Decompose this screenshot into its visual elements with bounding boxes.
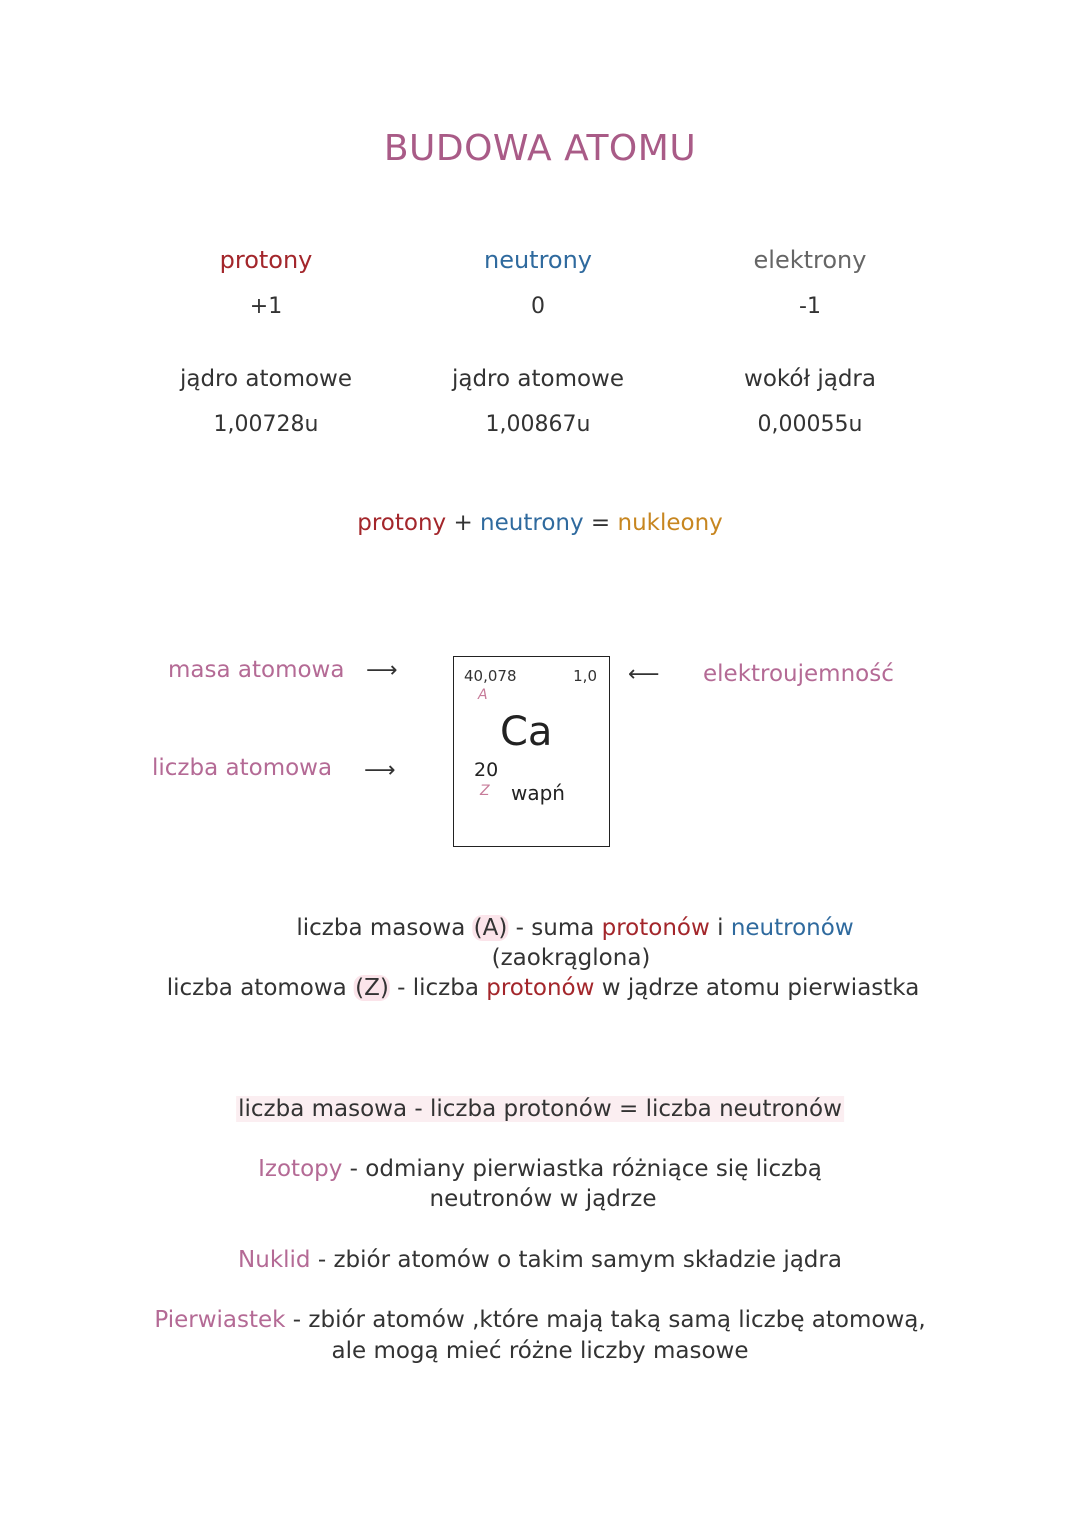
equation-result: nukleony [617, 510, 723, 536]
number-marker: Z [480, 783, 490, 799]
equation-term-neutrons: neutrony [480, 510, 584, 536]
arrow-right-icon: ⟶ [366, 658, 398, 683]
mass-number-neutrons: neutronów [730, 915, 854, 941]
arrow-left-icon: ⟵ [628, 662, 660, 687]
isotopes-term: Izotopy [258, 1156, 343, 1182]
mass-number-conj: i [709, 915, 731, 941]
equation-plus: + [453, 510, 473, 536]
mass-marker: A [478, 687, 488, 703]
mass-number-middle: - suma [508, 915, 602, 941]
equation-equals: = [590, 510, 611, 536]
mass-number-note: (zaokrąglona) [491, 945, 651, 971]
element-term: Pierwiastek [154, 1307, 286, 1333]
electrons-location: wokół jądra [744, 366, 876, 392]
neutron-formula-text: liczba masowa - liczba protonów = liczba neutronów [238, 1096, 842, 1122]
atomic-number-label: liczba atomowa [152, 755, 333, 781]
neutrons-location: jądro atomowe [451, 366, 625, 392]
neutrons-mass: 1,00867u [485, 412, 591, 437]
nuclide-text: - zbiór atomów o takim samym składzie jądra [310, 1247, 842, 1273]
element-definition [154, 1307, 925, 1333]
arrow-right-icon: ⟶ [364, 758, 396, 783]
mass-number-protons: protonów [601, 915, 710, 941]
electrons-heading: elektrony [753, 246, 867, 274]
protons-mass: 1,00728u [213, 412, 319, 437]
neutron-formula [236, 1096, 844, 1122]
atomic-number-definition [167, 975, 920, 1001]
nucleon-equation [357, 510, 723, 536]
element-atomic-mass: 40,078 [464, 667, 517, 685]
mass-number-prefix: liczba masowa [296, 915, 473, 941]
isotopes-text: - odmiany pierwiastka różniące się liczbą [342, 1156, 822, 1182]
equation-term-protons: protony [357, 510, 447, 536]
atomic-number-protons: protonów [486, 975, 595, 1001]
element-atomic-number: 20 [474, 759, 499, 781]
element-text-line2: ale mogą mieć różne liczby masowe [331, 1338, 749, 1364]
element-electronegativity: 1,0 [573, 667, 597, 685]
nuclide-definition [238, 1247, 842, 1273]
electrons-charge: -1 [799, 294, 821, 319]
element-card [453, 656, 610, 847]
atomic-number-symbol: (Z) [355, 975, 389, 1001]
electrons-mass: 0,00055u [757, 412, 863, 437]
isotopes-text-line2: neutronów w jądrze [429, 1186, 657, 1212]
atomic-number-suffix: w jądrze atomu pierwiastka [594, 975, 920, 1001]
neutrons-charge: 0 [531, 294, 545, 319]
mass-number-definition [296, 915, 853, 941]
element-symbol: Ca [500, 709, 553, 755]
element-text: - zbiór atomów ,które mają taką samą liczbę atomową, [285, 1307, 926, 1333]
neutrons-heading: neutrony [483, 246, 593, 274]
page-title: BUDOWA ATOMU [383, 128, 697, 169]
mass-number-symbol: (A) [473, 915, 508, 941]
electronegativity-label: elektroujemność [703, 661, 894, 687]
atomic-number-prefix: liczba atomowa [166, 975, 355, 1001]
nuclide-term: Nuklid [238, 1247, 311, 1273]
atomic-number-middle: - liczba [389, 975, 487, 1001]
protons-location: jądro atomowe [179, 366, 353, 392]
atomic-mass-label: masa atomowa [168, 657, 345, 683]
protons-charge: +1 [249, 294, 283, 319]
element-name: wapń [511, 781, 565, 805]
protons-heading: protony [219, 246, 313, 274]
isotopes-definition [258, 1156, 822, 1182]
